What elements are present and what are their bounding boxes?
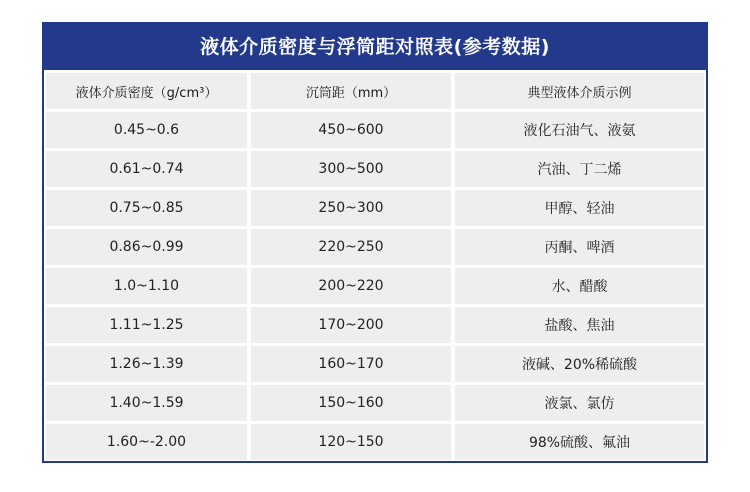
column-header: 典型液体介质示例 [455,73,704,109]
table-cell: 甲醇、轻油 [455,190,704,226]
table-cell: 1.60~-2.00 [46,424,247,460]
table-cell: 1.26~1.39 [46,346,247,382]
table-cell: 汽油、丁二烯 [455,151,704,187]
table-cell: 98%硫酸、氟油 [455,424,704,460]
table-cell: 120~150 [251,424,451,460]
table-cell: 0.61~0.74 [46,151,247,187]
table-cell: 0.75~0.85 [46,190,247,226]
table-cell: 丙酮、啤酒 [455,229,704,265]
table-cell: 170~200 [251,307,451,343]
reference-table [42,22,708,463]
table-cell: 220~250 [251,229,451,265]
table-cell: 液氯、氯仿 [455,385,704,421]
table-cell: 1.0~1.10 [46,268,247,304]
table-cell: 150~160 [251,385,451,421]
column-header: 沉筒距（mm） [251,73,451,109]
table-cell: 450~600 [251,112,451,148]
table-grid [44,70,706,461]
table-cell: 250~300 [251,190,451,226]
table-cell: 0.45~0.6 [46,112,247,148]
table-cell: 160~170 [251,346,451,382]
table-title: 液体介质密度与浮筒距对照表(参考数据) [44,24,706,70]
table-cell: 1.11~1.25 [46,307,247,343]
table-cell: 水、醋酸 [455,268,704,304]
table-cell: 1.40~1.59 [46,385,247,421]
table-cell: 盐酸、焦油 [455,307,704,343]
table-cell: 液化石油气、液氨 [455,112,704,148]
table-cell: 200~220 [251,268,451,304]
table-cell: 液碱、20%稀硫酸 [455,346,704,382]
table-cell: 300~500 [251,151,451,187]
table-cell: 0.86~0.99 [46,229,247,265]
column-header: 液体介质密度（g/cm³） [46,73,247,109]
